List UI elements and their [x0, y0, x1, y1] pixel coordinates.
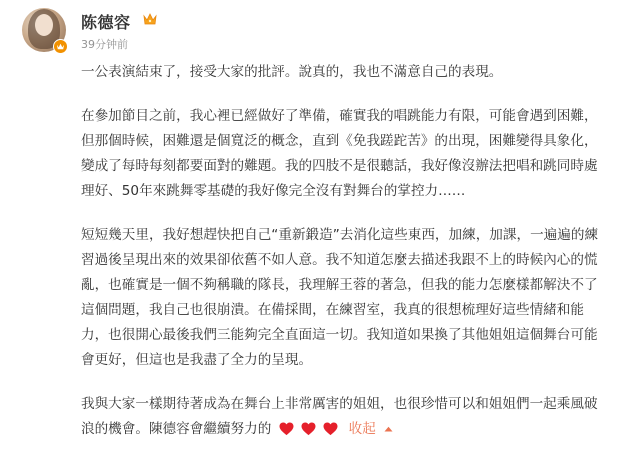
post-text [81, 60, 626, 461]
red-heart-icon [301, 422, 316, 436]
post-timestamp[interactable]: 39分钟前 [81, 38, 128, 51]
member-crown-icon[interactable] [142, 11, 158, 27]
red-heart-icon [279, 422, 294, 436]
paragraph-4: 我與大家一樣期待著成為在舞台上非常厲害的姐姐，也很珍惜可以和姐姐們一起乘風破 浪的機會。陳德容會繼續努力的 收起 [81, 396, 598, 437]
red-heart-icon [323, 422, 338, 436]
paragraph-3: 短短幾天里，我好想趕快把自己“重新鍛造”去消化這些東西，加練，加課，一遍遍的練 習過後呈現出來的效果卻依舊不如人意。我不知道怎麼去描述我跟不上的時候內心的慌 亂，也確實是一個不夠稱職的隊長，我理解王蓉的著急，但我的能力怎麼樣都解決不了 這個問題，我自己也很崩潰。在備採間，在練習室，我真的很想梳理好這些情緒和能 力，也很開心最後我們三能夠完全直面這一切。我知道如果換了其他姐姐這個舞台可能 會更好，但這也是我盡了全力的呈現。 [81, 227, 599, 368]
last-line-text: 浪的機會。陳德容會繼續努力的 [81, 421, 272, 437]
user-name[interactable]: 陈德容 [81, 13, 131, 32]
collapse-button[interactable]: 收起 [349, 421, 394, 437]
paragraph-1: 一公表演結束了，接受大家的批評。說真的，我也不滿意自己的表現。 [81, 64, 503, 80]
verified-badge-icon [53, 39, 68, 54]
chevron-up-icon [384, 426, 393, 432]
paragraph-2: 在參加節目之前，我心裡已經做好了準備，確實我的唱跳能力有限，可能會遇到困難， 但那個時候，困難還是個寬泛的概念，直到《免我蹉跎苦》的出現，困難變得具象化， 變成了每時每刻都要面對的難題。我的四肢不是很聽話，我好像沒辦法把唱和跳同時處 理好、50年來跳舞零基礎的我好像完全沒有對舞台的掌控力…… [81, 108, 598, 199]
